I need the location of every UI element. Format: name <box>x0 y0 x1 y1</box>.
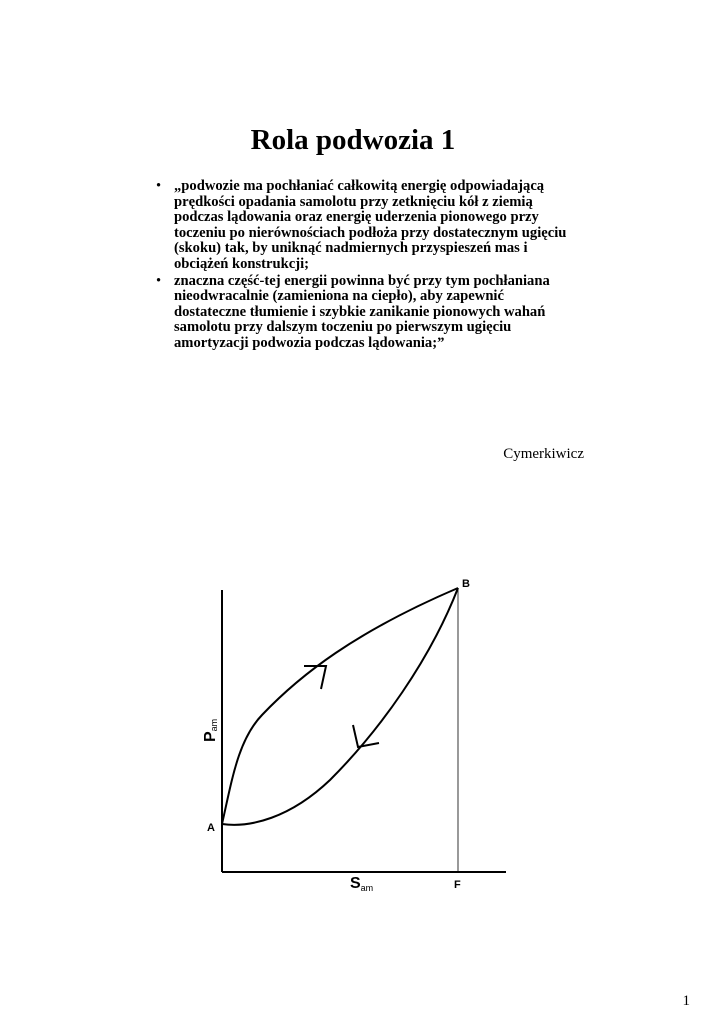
y-axis-label-main: P <box>202 731 219 742</box>
loading-arrow-icon <box>304 666 326 689</box>
list-item <box>156 179 576 273</box>
y-axis-label <box>202 719 219 742</box>
loading-curve <box>222 588 458 824</box>
svg-text:Pam <box>202 719 219 742</box>
x-axis-label-sub: am <box>360 883 374 893</box>
page-number: 1 <box>682 993 690 1009</box>
x-axis-label-main: S <box>350 875 361 892</box>
list-item <box>156 274 576 352</box>
y-axis-label-sub: am <box>209 718 219 732</box>
bullet-marker: • <box>156 178 162 194</box>
bullet-text: „podwozie ma pochłaniać całkowitą energię odpowiadającą prędkości opadania samolotu przy zetknięciu kół z ziemią podczas lądowania oraz energię uderzenia pionowego przy toczeniu po nierównościach podłoża przy dostatecznym ugięciu (skoku) tak, by uniknąć nadmiernych przyspieszeń mas i obciążeń konstrukcji; <box>174 178 567 272</box>
point-a-label: A <box>207 822 215 834</box>
page-title: Rola podwozia 1 <box>250 124 456 156</box>
point-f-label: F <box>454 879 461 891</box>
point-b-label: B <box>462 578 470 590</box>
x-axis-label <box>350 875 373 893</box>
hysteresis-diagram <box>180 570 520 900</box>
bullet-list <box>156 179 576 353</box>
bullet-text: znaczna część-tej energii powinna być przy tym pochłaniana nieodwracalnie (zamieniona na ciepło), aby zapewnić dostateczne tłumienie i szybkie zanikanie pionowych wahań samolotu przy dalszym toczeniu po pierwszym ugięciu amortyzacji podwozia podczas lądowania;” <box>174 272 550 351</box>
author-attribution: Cymerkiwicz <box>503 446 584 462</box>
unloading-curve <box>222 588 458 825</box>
bullet-marker: • <box>156 272 162 289</box>
